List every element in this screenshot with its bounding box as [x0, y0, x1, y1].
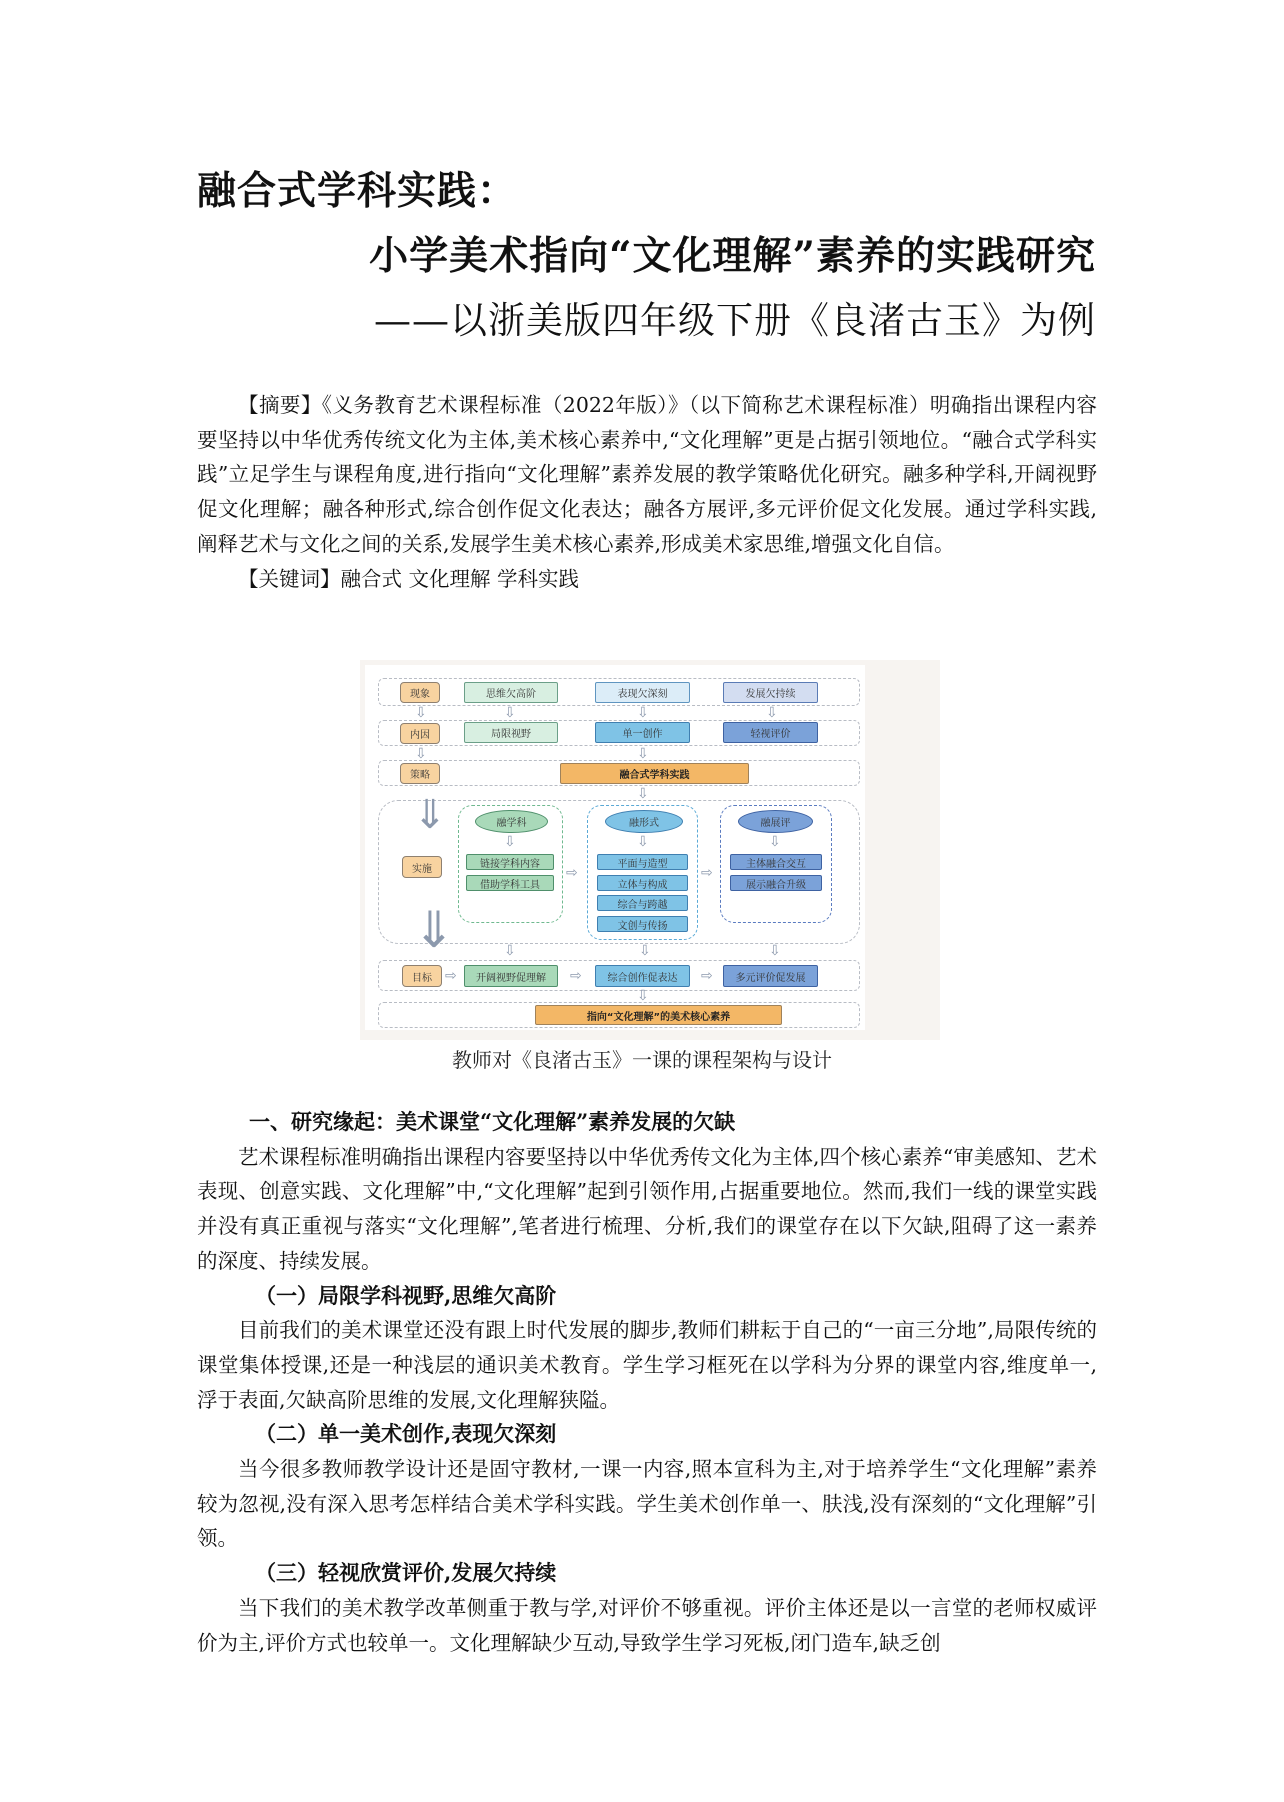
- label-phenomena: 现象: [400, 682, 440, 703]
- phenomenon-box: 发展欠持续: [723, 682, 818, 703]
- down-arrow-icon: ⇩: [415, 705, 427, 721]
- title-line-1: 融合式学科实践：: [197, 168, 518, 214]
- group-title: 融形式: [605, 810, 683, 833]
- cause-box: 轻视评价: [723, 722, 818, 743]
- down-arrow-icon: ⇓: [413, 792, 447, 838]
- down-arrow-icon: ⇩: [637, 746, 649, 762]
- down-arrow-icon: ⇩: [504, 943, 516, 959]
- group-item: 平面与造型: [597, 854, 688, 870]
- title-line-2: 小学美术指向“文化理解”素养的实践研究: [369, 233, 1096, 279]
- final-box: 指向“文化理解”的美术核心素养: [535, 1005, 782, 1025]
- cause-box: 单一创作: [595, 722, 690, 743]
- group-title: 融展评: [738, 810, 813, 833]
- down-arrow-icon: ⇩: [637, 786, 649, 802]
- goal-box: 综合创作促表达: [595, 965, 690, 987]
- right-arrow-icon: ⇨: [445, 968, 457, 984]
- group-item: 文创与传扬: [597, 916, 688, 932]
- subtitle: ——以浙美版四年级下册《良渚古玉》为例: [374, 299, 1096, 342]
- down-arrow-icon: ⇩: [769, 943, 781, 959]
- paragraph: 当下我们的美术教学改革侧重于教与学,对评价不够重视。评价主体还是以一言堂的老师权威评价为主,评价方式也较单一。文化理解缺少互动,导致学生学习死板,闭门造车,缺乏创: [197, 1595, 1097, 1655]
- right-arrow-icon: ⇨: [701, 968, 713, 984]
- subsection-heading: （一）局限学科视野,思维欠高阶: [255, 1282, 557, 1308]
- down-arrow-icon: ⇩: [637, 834, 649, 850]
- group-item: 主体融合交互: [730, 854, 822, 870]
- right-arrow-icon: ⇨: [570, 968, 582, 984]
- abstract-text: 【摘要】《义务教育艺术课程标准（2022年版）》（以下简称艺术课程标准）明确指出课程内容要坚持以中华优秀传统文化为主体,美术核心素养中,“文化理解”更是占据引领地位。“融合式学科实践”立足学生与课程角度,进行指向“文化理解”素养发展的教学策略优化研究。融多种学科,开阔视野促文化理解；融各种形式,综合创作促文化表达；融各方展评,多元评价促文化发展。通过学科实践,阐释艺术与文化之间的关系,发展学生美术核心素养,形成美术家思维,增强文化自信。: [197, 393, 1097, 556]
- phenomenon-box: 表现欠深刻: [595, 682, 690, 703]
- down-arrow-icon: ⇩: [504, 834, 516, 850]
- group-item: 综合与跨越: [597, 895, 688, 911]
- down-arrow-icon: ⇩: [766, 705, 778, 721]
- group-item: 展示融合升级: [730, 875, 822, 891]
- down-arrow-icon: ⇩: [769, 834, 781, 850]
- paragraph: 艺术课程标准明确指出课程内容要坚持以中华优秀传文化为主体,四个核心素养“审美感知、艺术表现、创意实践、文化理解”中,“文化理解”起到引领作用,占据重要地位。然而,我们一线的课堂实践并没有真正重视与落实“文化理解”,笔者进行梳理、分析,我们的课堂存在以下欠缺,阻碍了这一素养的深度、持续发展。: [197, 1144, 1097, 1273]
- right-arrow-icon: ⇨: [701, 865, 713, 881]
- keywords: 【关键词】融合式 文化理解 学科实践: [238, 566, 580, 591]
- subsection-heading: （二）单一美术创作,表现欠深刻: [255, 1421, 557, 1447]
- label-implementation: 实施: [402, 856, 442, 878]
- group-item: 借助学科工具: [466, 875, 554, 891]
- section-heading: 一、研究缘起：美术课堂“文化理解”素养发展的欠缺: [249, 1109, 736, 1134]
- right-arrow-icon: ⇨: [566, 865, 578, 881]
- subsection-heading: （三）轻视欣赏评价,发展欠持续: [255, 1560, 557, 1586]
- paragraph: 目前我们的美术课堂还没有跟上时代发展的脚步,教师们耕耘于自己的“一亩三分地”,局限传统的课堂集体授课,还是一种浅层的通识美术教育。学生学习框死在以学科为分界的课堂内容,维度单一,浮于表面,欠缺高阶思维的发展,文化理解狭隘。: [197, 1318, 1097, 1412]
- down-arrow-icon: ⇩: [639, 943, 651, 959]
- down-arrow-icon: ⇩: [637, 988, 649, 1004]
- label-strategy: 策略: [400, 763, 440, 784]
- goal-box: 开阔视野促理解: [464, 965, 558, 987]
- label-causes: 内因: [400, 723, 440, 744]
- down-arrow-icon: ⇩: [415, 746, 427, 762]
- strategy-box: 融合式学科实践: [560, 763, 749, 784]
- group-title: 融学科: [475, 810, 548, 833]
- goal-box: 多元评价促发展: [723, 965, 818, 987]
- phenomenon-box: 思维欠高阶: [464, 682, 558, 703]
- group-item: 链接学科内容: [466, 854, 554, 870]
- section-1: [197, 1105, 1097, 1660]
- abstract: [197, 388, 1097, 596]
- group-item: 立体与构成: [597, 875, 688, 891]
- cause-box: 局限视野: [464, 722, 558, 743]
- label-goals: 目标: [402, 965, 442, 987]
- paragraph: 当今很多教师教学设计还是固守教材,一课一内容,照本宣科为主,对于培养学生“文化理解”素养较为忽视,没有深入思考怎样结合美术学科实践。学生美术创作单一、肤浅,没有深刻的“文化理解”引领。: [197, 1457, 1097, 1551]
- down-arrow-icon: ⇓: [413, 901, 455, 959]
- figure-caption: 教师对《良渚古玉》一课的课程架构与设计: [452, 1048, 832, 1072]
- down-arrow-icon: ⇩: [637, 705, 649, 721]
- down-arrow-icon: ⇩: [504, 705, 516, 721]
- course-structure-diagram: [360, 660, 940, 1040]
